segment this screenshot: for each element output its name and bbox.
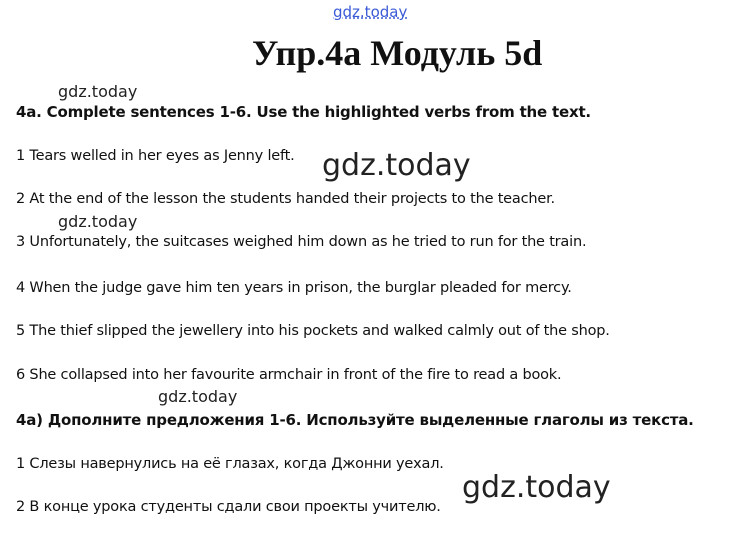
watermark-top: gdz.today	[333, 3, 408, 21]
watermark: gdz.today	[58, 212, 138, 231]
russian-sentence-1: 1 Слезы навернулись на её глазах, когда Джонни уехал.	[16, 456, 444, 472]
russian-heading: 4а) Дополните предложения 1-6. Используйте выделенные глаголы из текста.	[16, 411, 694, 429]
russian-sentence-2: 2 В конце урока студенты сдали свои проекты учителю.	[16, 499, 441, 515]
english-sentence-5: 5 The thief slipped the jewellery into his pockets and walked calmly out of the shop.	[16, 323, 610, 339]
page-title: Упр.4а Модуль 5d	[252, 33, 543, 73]
english-sentence-4: 4 When the judge gave him ten years in prison, the burglar pleaded for mercy.	[16, 280, 572, 296]
watermark: gdz.today	[462, 470, 611, 505]
watermark: gdz.today	[322, 148, 471, 183]
english-sentence-6: 6 She collapsed into her favourite armchair in front of the fire to read a book.	[16, 367, 562, 383]
watermark: gdz.today	[58, 82, 138, 101]
english-heading: 4a. Complete sentences 1-6. Use the highlighted verbs from the text.	[16, 103, 591, 121]
english-sentence-3: 3 Unfortunately, the suitcases weighed him down as he tried to run for the train.	[16, 234, 587, 250]
english-sentence-2: 2 At the end of the lesson the students handed their projects to the teacher.	[16, 191, 555, 207]
watermark: gdz.today	[158, 387, 238, 406]
english-sentence-1: 1 Tears welled in her eyes as Jenny left.	[16, 148, 295, 164]
